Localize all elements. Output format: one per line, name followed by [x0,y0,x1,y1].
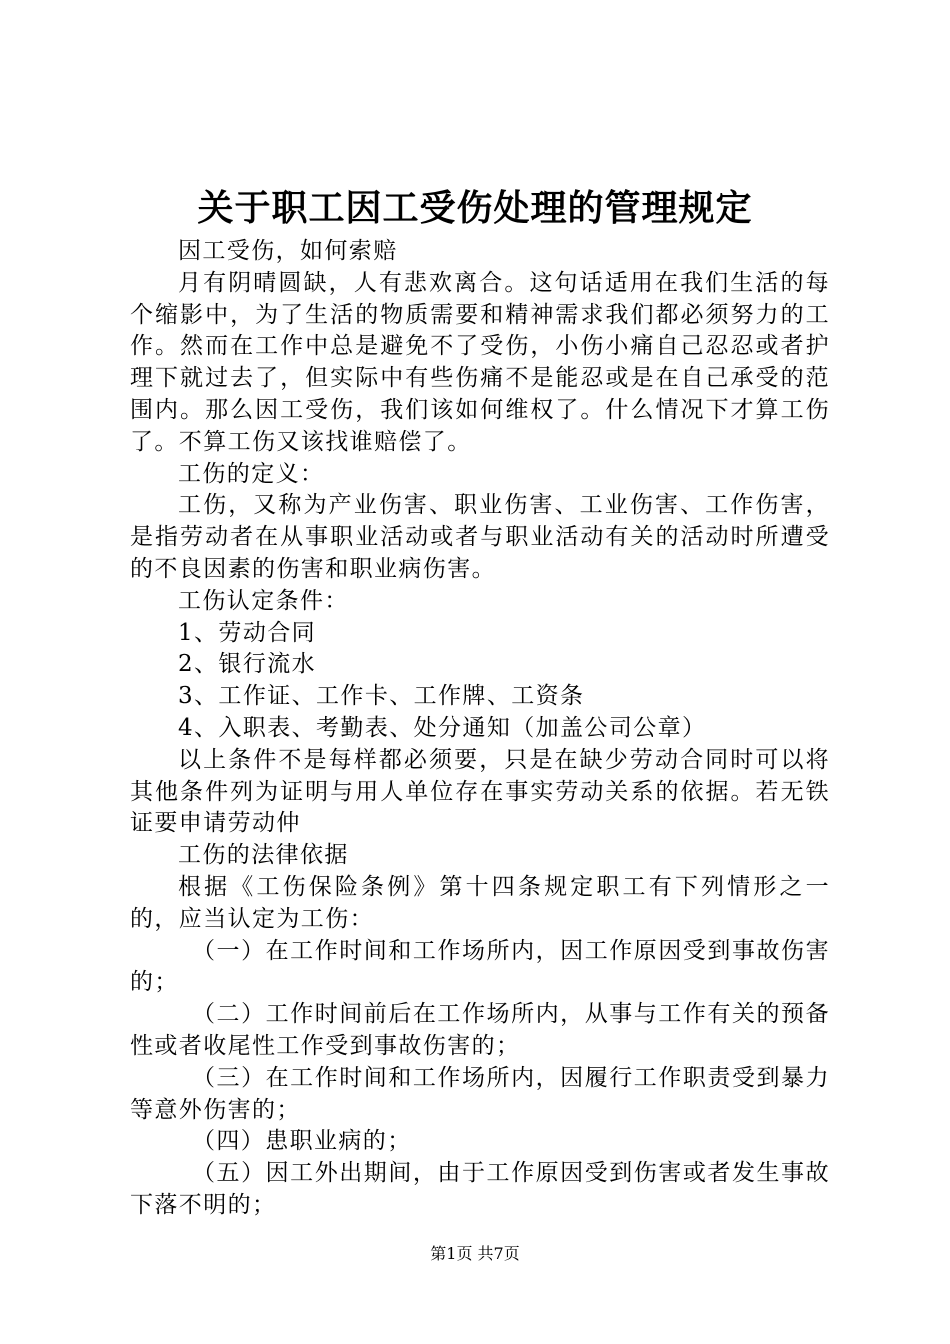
document-body [130,236,830,1222]
paragraph: 以上条件不是每样都必须要，只是在缺少劳动合同时可以将其他条件列为证明与用人单位存在事实劳动关系的依据。若无铁证要申请劳动仲 [130,746,830,837]
paragraph: 月有阴晴圆缺，人有悲欢离合。这句话适用在我们生活的每个缩影中，为了生活的物质需要和精神需求我们都必须努力的工作。然而在工作中总是避免不了受伤，小伤小痛自己忍忍或者护理下就过去了，但实际中有些伤痛不是能忍或是在自己承受的范围内。那么因工受伤，我们该如何维权了。什么情况下才算工伤了。不算工伤又该找谁赔偿了。 [130,269,830,455]
list-item: 1、劳动合同 [178,619,317,646]
list-item: 2、银行流水 [178,651,317,678]
clause-item: （一）在工作时间和工作场所内，因工作原因受到事故伤害的； [130,937,830,996]
paragraph: 因工受伤，如何索赔 [178,238,398,264]
page-footer: 第1页 共7页 [430,1244,520,1263]
document-title: 关于职工因工受伤处理的管理规定 [197,187,753,229]
paragraph: 工伤，又称为产业伤害、职业伤害、工业伤害、工作伤害，是指劳动者在从事职业活动或者与职业活动有关的活动时所遭受的不良因素的伤害和职业病伤害。 [130,492,830,582]
paragraph: 工伤的法律依据 [178,842,349,869]
list-item: 4、入职表、考勤表、处分通知（加盖公司公章） [178,714,707,741]
clause-item: （四）患职业病的； [192,1128,412,1155]
list-item: 3、工作证、工作卡、工作牌、工资条 [178,683,585,710]
paragraph: 工伤认定条件： [178,587,349,614]
clause-item: （二）工作时间前后在工作场所内，从事与工作有关的预备性或者收尾性工作受到事故伤害的； [130,1001,830,1059]
paragraph: 工伤的定义： [178,460,325,487]
paragraph: 根据《工伤保险条例》第十四条规定职工有下列情形之一的，应当认定为工伤： [130,873,830,932]
clause-item: （五）因工外出期间，由于工作原因受到伤害或者发生事故下落不明的； [130,1160,830,1218]
clause-item: （三）在工作时间和工作场所内，因履行工作职责受到暴力等意外伤害的； [130,1064,830,1123]
